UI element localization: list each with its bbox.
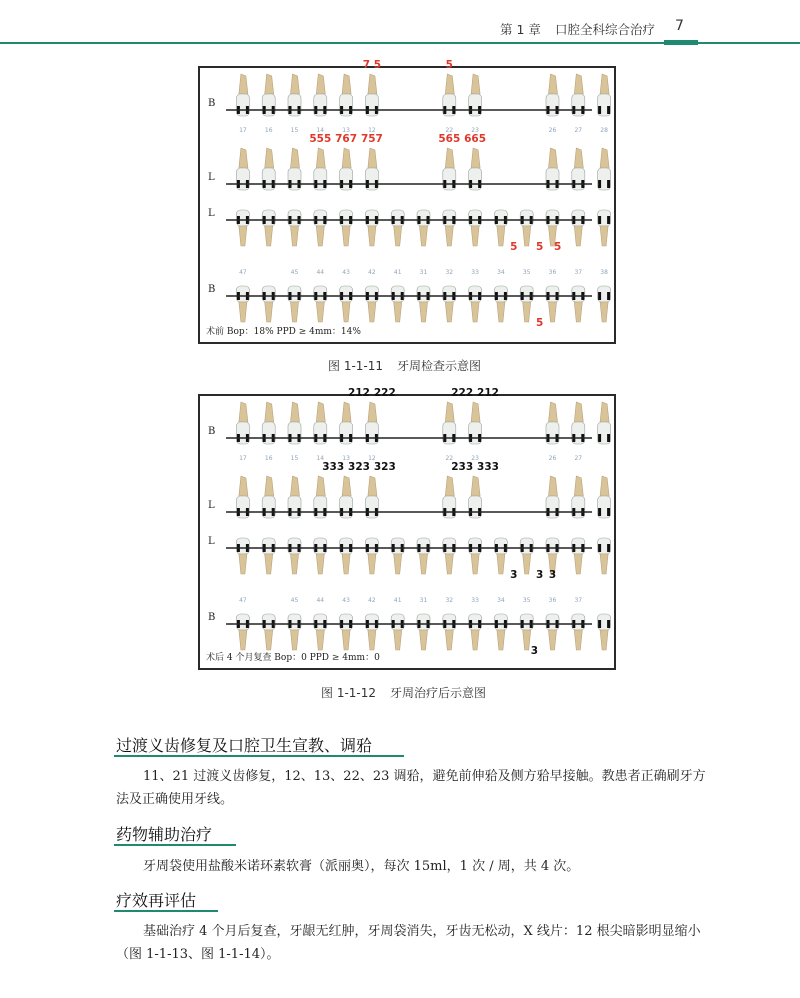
probe-marker	[598, 180, 601, 188]
section-title-text: 疗效再评估	[116, 891, 197, 910]
tooth	[340, 210, 353, 246]
tooth	[391, 538, 404, 574]
tooth-root	[239, 554, 247, 574]
tooth-number: 26	[548, 455, 557, 462]
tooth-root	[600, 74, 609, 94]
periodontal-chart-figure	[198, 59, 616, 344]
tooth-root	[291, 630, 299, 650]
tooth	[417, 210, 430, 246]
tooth-root	[445, 74, 454, 94]
tooth	[391, 286, 404, 322]
tooth-number: 35	[522, 597, 531, 604]
tooth	[314, 286, 327, 322]
tooth-root	[549, 148, 558, 168]
tooth-root	[239, 402, 248, 422]
pocket-depth-value: 3	[535, 569, 544, 581]
tooth-root	[420, 226, 428, 246]
tooth	[262, 286, 275, 322]
tooth	[391, 614, 404, 650]
tooth-number: 16	[264, 455, 273, 462]
tooth-number: 37	[574, 597, 583, 604]
tooth-root	[471, 554, 479, 574]
tooth	[365, 538, 378, 574]
tooth	[520, 286, 533, 322]
tooth	[572, 210, 585, 246]
section-title-text: 过渡义齿修复及口腔卫生宣教、调	[116, 736, 357, 755]
tooth-root	[574, 226, 582, 246]
tooth-root	[265, 148, 274, 168]
tooth-root	[265, 402, 274, 422]
pocket-depth-value: 5	[510, 241, 518, 253]
tooth	[443, 286, 456, 322]
tooth-number: 47	[239, 597, 247, 604]
tooth-number: 32	[445, 269, 454, 276]
tooth-number: 13	[342, 455, 350, 462]
tooth	[572, 614, 585, 650]
tooth-root	[420, 554, 428, 574]
tooth-root	[291, 302, 299, 322]
tooth-root	[394, 630, 402, 650]
pocket-depth-value: 665	[464, 133, 487, 145]
tooth-number: 42	[368, 597, 376, 604]
tooth-root	[368, 226, 376, 246]
tooth-root	[265, 554, 273, 574]
figure-footer-note: 术前 Bop：18% PPD ≥ 4mm：14%	[206, 327, 361, 337]
tooth	[469, 286, 482, 322]
tooth-root	[316, 554, 324, 574]
tooth-number: 35	[522, 269, 531, 276]
probe-marker	[598, 620, 601, 628]
tooth-root	[265, 302, 273, 322]
tooth-root	[239, 302, 247, 322]
tooth-number: 45	[290, 597, 299, 604]
figure-footer-note: 术后 4 个月复查 Bop：0 PPD ≥ 4mm：0	[206, 653, 380, 663]
pocket-depth-value: 323	[373, 461, 396, 473]
tooth-root	[445, 630, 453, 650]
figure-caption	[328, 357, 481, 374]
tooth	[288, 210, 301, 246]
tooth-root	[342, 302, 350, 322]
section-title-underline	[114, 910, 218, 912]
tooth	[494, 210, 507, 246]
tooth	[469, 210, 482, 246]
tooth-root	[445, 302, 453, 322]
page-header	[0, 0, 800, 48]
tooth-root	[574, 554, 582, 574]
section-title-underline	[114, 844, 236, 846]
tooth-number: 15	[290, 455, 299, 462]
tooth-root	[265, 74, 274, 94]
tooth-root	[368, 554, 376, 574]
probe-marker	[607, 620, 610, 628]
tooth-root	[497, 302, 505, 322]
tooth-root	[316, 226, 324, 246]
tooth-root	[291, 476, 300, 496]
section-paragraph: 基础治疗 4 个月后复查，牙龈无红肿，牙周袋消失，牙齿无松动，X 线片：12 根尖暗影明显缩小（图 1-1-13、图 1-1-14）。	[116, 924, 701, 962]
tooth-root	[523, 630, 531, 650]
tooth-root	[394, 554, 402, 574]
tooth-root	[523, 226, 531, 246]
tooth-root	[445, 402, 454, 422]
probe-marker	[598, 216, 601, 224]
tooth-root	[549, 476, 558, 496]
tooth-number: 31	[419, 269, 428, 276]
tooth-root	[497, 630, 505, 650]
tooth-root	[368, 630, 376, 650]
tooth-root	[549, 74, 558, 94]
tooth-number: 12	[368, 127, 376, 134]
tooth-root	[549, 630, 557, 650]
tooth-number: 42	[368, 269, 376, 276]
section-title	[116, 888, 196, 911]
tooth	[443, 210, 456, 246]
pocket-depth-value: 3	[510, 569, 518, 581]
row-side-label: B	[208, 98, 216, 109]
probe-marker	[598, 544, 601, 552]
tooth	[417, 614, 430, 650]
tooth	[469, 614, 482, 650]
tooth-number: 45	[290, 269, 299, 276]
tooth	[546, 286, 559, 322]
tooth-number: 28	[600, 127, 608, 134]
tooth	[598, 476, 611, 518]
tooth	[443, 538, 456, 574]
pocket-depth-value: 5	[554, 241, 562, 253]
tooth-root	[342, 554, 350, 574]
tooth-number: 22	[445, 127, 454, 134]
tooth-root	[471, 226, 479, 246]
tooth-number: 13	[342, 127, 350, 134]
tooth	[598, 286, 611, 322]
tooth-root	[368, 74, 377, 94]
probe-marker	[598, 292, 601, 300]
tooth-root	[471, 476, 480, 496]
pocket-depth-value: 767	[335, 133, 358, 145]
tooth-number: 44	[316, 269, 325, 276]
tooth	[417, 286, 430, 322]
tooth-root	[291, 554, 299, 574]
page-number: 7	[675, 18, 684, 34]
tooth-root	[239, 226, 247, 246]
tooth-number: 32	[445, 597, 454, 604]
pocket-depth-value: 222	[373, 387, 396, 399]
tooth-number: 27	[574, 455, 583, 462]
pocket-depth-value: 5	[535, 241, 544, 253]
tooth	[598, 614, 611, 650]
tooth-number: 23	[471, 127, 479, 134]
probe-marker	[607, 106, 610, 114]
tooth-number: 14	[316, 455, 325, 462]
tooth-root	[368, 302, 376, 322]
tooth	[520, 210, 533, 246]
tooth-root	[342, 148, 351, 168]
figure-caption-number: 图 1-1-11	[328, 359, 384, 373]
tooth-root	[368, 148, 377, 168]
pocket-depth-value: 212	[348, 387, 370, 399]
tooth	[340, 614, 353, 650]
probe-marker	[607, 216, 610, 224]
section-title-text: 药物辅助治疗	[116, 825, 213, 844]
tooth-root	[471, 402, 480, 422]
tooth-root	[239, 630, 247, 650]
pocket-depth-value: 5	[445, 59, 453, 71]
tooth-root	[239, 476, 248, 496]
tooth-root	[445, 226, 453, 246]
tooth-root	[549, 402, 558, 422]
tooth-number: 31	[419, 597, 428, 604]
tooth	[391, 210, 404, 246]
tooth-root	[394, 226, 402, 246]
tooth-root	[600, 302, 608, 322]
tooth	[469, 538, 482, 574]
tooth-number: 44	[316, 597, 325, 604]
tooth-root	[523, 302, 531, 322]
periodontal-chart-svg	[200, 387, 614, 668]
probe-marker	[607, 292, 610, 300]
tooth-root	[342, 402, 351, 422]
tooth-number: 27	[574, 127, 583, 134]
row-side-label: L	[208, 172, 215, 183]
tooth-number: 17	[239, 455, 247, 462]
pocket-depth-value: 222	[451, 387, 474, 399]
tooth-root	[600, 148, 609, 168]
tooth-root	[523, 554, 531, 574]
tooth-number: 41	[393, 597, 402, 604]
tooth-number: 36	[548, 269, 557, 276]
tooth-root	[368, 476, 377, 496]
tooth	[314, 210, 327, 246]
tooth-root	[394, 302, 402, 322]
tooth	[598, 402, 611, 444]
pocket-depth-value: 233	[451, 461, 474, 473]
tooth	[598, 538, 611, 574]
tooth-root	[600, 630, 608, 650]
tooth-number: 16	[264, 127, 273, 134]
pocket-depth-value: 333	[322, 461, 345, 473]
chapter-title: 口腔全科综合治疗	[555, 22, 656, 37]
tooth	[572, 538, 585, 574]
pocket-depth-value: 212	[477, 387, 499, 399]
pocket-depth-value: 7 5	[362, 59, 382, 71]
tooth-root	[574, 476, 583, 496]
tooth-number: 36	[548, 597, 557, 604]
periodontal-chart-svg	[200, 59, 614, 342]
tooth-number: 43	[342, 269, 350, 276]
row-side-label: L	[208, 536, 215, 547]
tooth	[572, 286, 585, 322]
probe-marker	[607, 508, 610, 516]
pocket-depth-value: 555	[309, 133, 332, 145]
tooth-number: 15	[290, 127, 299, 134]
tooth-root	[342, 74, 351, 94]
tooth-root	[316, 630, 324, 650]
tooth-root	[291, 402, 300, 422]
tooth-number: 33	[471, 597, 479, 604]
tooth	[546, 614, 559, 650]
pocket-depth-value: 333	[477, 461, 499, 473]
tooth	[417, 538, 430, 574]
tooth-number: 17	[239, 127, 247, 134]
periodontal-chart-figure	[198, 387, 616, 670]
probe-marker	[598, 508, 601, 516]
section-paragraph: 11、21 过渡义齿修复，12、13、22、23 调𬌗，避免前伸𬌗及侧方𬌗早接触。教患者正确刷牙方法及正确使用牙线。	[116, 769, 706, 807]
tooth-root	[342, 630, 350, 650]
tooth	[262, 210, 275, 246]
figure-caption	[321, 684, 486, 701]
probe-marker	[598, 106, 601, 114]
tooth-root	[600, 554, 608, 574]
pocket-depth-value: 5	[535, 317, 544, 329]
tooth-root	[445, 476, 454, 496]
pocket-depth-value: 565	[438, 133, 461, 145]
tooth-root	[574, 402, 583, 422]
tooth	[288, 614, 301, 650]
tooth	[340, 286, 353, 322]
tooth-root	[497, 554, 505, 574]
tooth-root	[420, 302, 428, 322]
tooth-root	[574, 630, 582, 650]
tooth	[365, 210, 378, 246]
tooth	[494, 614, 507, 650]
tooth-root	[549, 302, 557, 322]
tooth-root	[600, 226, 608, 246]
tooth-root	[291, 148, 300, 168]
tooth-root	[291, 74, 300, 94]
row-side-label: B	[208, 426, 216, 437]
tooth-root	[497, 226, 505, 246]
probe-marker	[607, 180, 610, 188]
tooth-root	[600, 402, 609, 422]
tooth-root	[368, 402, 377, 422]
tooth-root	[574, 148, 583, 168]
tooth-number: 41	[393, 269, 402, 276]
section-title	[116, 733, 372, 756]
tooth	[236, 538, 249, 574]
tooth-root	[574, 302, 582, 322]
tooth-root	[471, 302, 479, 322]
tooth-number: 23	[471, 455, 479, 462]
tooth-root	[265, 630, 273, 650]
row-side-label: B	[208, 284, 216, 295]
tooth-root	[316, 402, 325, 422]
tooth-root	[471, 74, 480, 94]
tooth	[236, 210, 249, 246]
tooth	[598, 148, 611, 190]
tooth-root	[471, 148, 480, 168]
tooth	[598, 210, 611, 246]
tooth-number: 47	[239, 269, 247, 276]
pocket-depth-value: 3	[548, 569, 557, 581]
tooth-root	[445, 148, 454, 168]
tooth-number: 22	[445, 455, 454, 462]
section-title	[116, 822, 212, 845]
tooth-root	[420, 630, 428, 650]
tooth-root	[316, 476, 325, 496]
tooth	[288, 538, 301, 574]
tooth	[443, 614, 456, 650]
pocket-depth-value: 757	[360, 133, 383, 145]
tooth-number: 37	[574, 269, 583, 276]
tooth-number: 26	[548, 127, 557, 134]
tooth-root	[265, 226, 273, 246]
tooth	[598, 74, 611, 116]
probe-marker	[607, 434, 610, 442]
tooth-number: 38	[600, 269, 608, 276]
tooth	[520, 538, 533, 574]
tooth	[262, 538, 275, 574]
tooth	[340, 538, 353, 574]
pocket-depth-value: 3	[530, 645, 539, 657]
tooth-root	[316, 302, 324, 322]
tooth-root	[445, 554, 453, 574]
row-side-label: L	[208, 500, 215, 511]
tooth	[365, 614, 378, 650]
tooth-root	[291, 226, 299, 246]
tooth-root	[600, 476, 609, 496]
row-side-label: L	[208, 208, 215, 219]
tooth	[314, 538, 327, 574]
tooth-number: 14	[316, 127, 325, 134]
figure-caption-text: 牙周治疗后示意图	[390, 686, 487, 700]
tooth-root	[265, 476, 274, 496]
tooth-root	[342, 226, 350, 246]
section-title-glyph: 𬌗	[356, 736, 373, 755]
section-title-underline	[114, 755, 404, 757]
tooth-number: 33	[471, 269, 479, 276]
tooth-root	[574, 74, 583, 94]
tooth	[288, 286, 301, 322]
tooth-number: 34	[497, 597, 505, 604]
tooth-root	[342, 476, 351, 496]
tooth	[236, 614, 249, 650]
probe-marker	[607, 544, 610, 552]
tooth	[494, 286, 507, 322]
figure-caption-text: 牙周检查示意图	[397, 359, 482, 373]
tooth	[262, 614, 275, 650]
chapter-label: 第 1 章	[500, 22, 541, 37]
section-paragraph: 牙周袋使用盐酸米诺环素软膏（派丽奥），每次 15ml，1 次 / 周，共 4 次。	[143, 859, 580, 874]
tooth-root	[316, 74, 325, 94]
tooth	[365, 286, 378, 322]
tooth	[236, 286, 249, 322]
tooth-root	[471, 630, 479, 650]
pocket-depth-value: 323	[348, 461, 370, 473]
tooth-number: 43	[342, 597, 350, 604]
row-side-label: B	[208, 612, 216, 623]
probe-marker	[598, 434, 601, 442]
tooth	[314, 614, 327, 650]
tooth-number: 12	[368, 455, 376, 462]
tooth-root	[239, 148, 248, 168]
tooth	[494, 538, 507, 574]
tooth-number: 34	[497, 269, 505, 276]
figure-caption-number: 图 1-1-12	[321, 686, 377, 700]
tooth-root	[316, 148, 325, 168]
header-accent-bar	[664, 40, 698, 45]
tooth-root	[239, 74, 248, 94]
